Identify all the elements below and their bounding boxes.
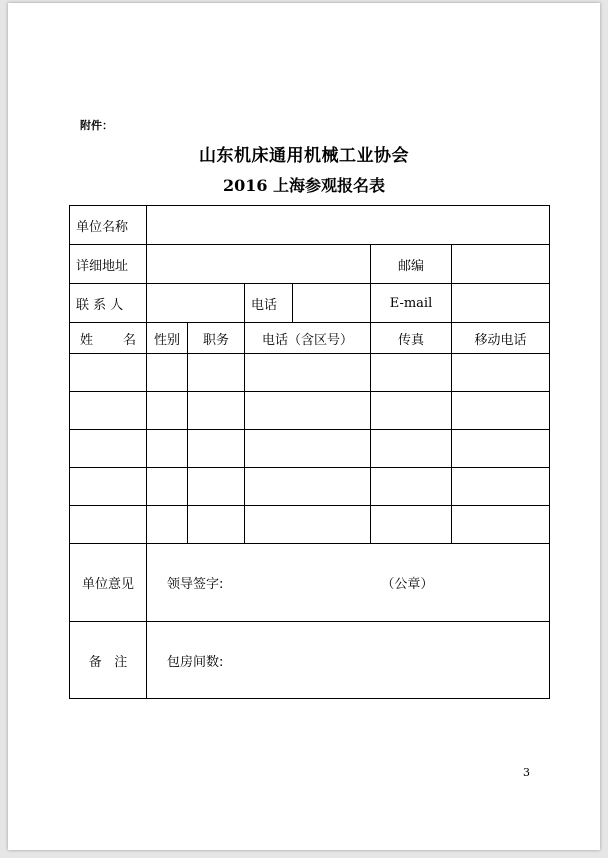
cell-phone[interactable] <box>245 430 371 468</box>
col-header-fax: 传真 <box>371 323 452 354</box>
cell-gender[interactable] <box>147 506 188 544</box>
cell-phone[interactable] <box>245 468 371 506</box>
cell-gender[interactable] <box>147 392 188 430</box>
leader-sign-label: 领导签字: <box>167 577 224 592</box>
page-number: 3 <box>523 766 530 779</box>
table-row <box>70 354 550 392</box>
cell-gender[interactable] <box>147 430 188 468</box>
address-label: 详细地址 <box>70 245 147 284</box>
opinion-label: 单位意见 <box>70 544 147 622</box>
cell-mobile[interactable] <box>452 430 550 468</box>
rooms-label: 包房间数: <box>167 654 224 670</box>
contact-label: 联 系 人 <box>70 284 147 323</box>
col-header-name <box>70 323 147 354</box>
cell-position[interactable] <box>188 354 245 392</box>
table-row <box>70 430 550 468</box>
cell-fax[interactable] <box>371 354 452 392</box>
table-row <box>70 392 550 430</box>
table-row <box>70 506 550 544</box>
cell-name[interactable] <box>70 392 147 430</box>
registration-form-table <box>69 205 550 699</box>
phone-label: 电话 <box>245 284 293 323</box>
address-field[interactable] <box>147 245 371 284</box>
postcode-label: 邮编 <box>371 245 452 284</box>
contact-field[interactable] <box>147 284 245 323</box>
cell-gender[interactable] <box>147 468 188 506</box>
cell-name[interactable] <box>70 354 147 392</box>
cell-position[interactable] <box>188 430 245 468</box>
cell-position[interactable] <box>188 506 245 544</box>
opinion-field[interactable] <box>147 544 550 622</box>
col-header-position: 职务 <box>188 323 245 354</box>
email-field[interactable] <box>452 284 550 323</box>
remarks-field[interactable] <box>147 622 550 699</box>
cell-mobile[interactable] <box>452 468 550 506</box>
phone-field[interactable] <box>293 284 371 323</box>
cell-fax[interactable] <box>371 468 452 506</box>
cell-position[interactable] <box>188 392 245 430</box>
col-header-gender: 性别 <box>147 323 188 354</box>
cell-mobile[interactable] <box>452 392 550 430</box>
cell-gender[interactable] <box>147 354 188 392</box>
cell-fax[interactable] <box>371 506 452 544</box>
cell-phone[interactable] <box>245 506 371 544</box>
document-subtitle: 2016 上海参观报名表 <box>222 176 386 195</box>
remarks-label: 备 注 <box>70 622 147 699</box>
col-header-name-right: 名 <box>122 332 136 348</box>
cell-fax[interactable] <box>371 392 452 430</box>
cell-phone[interactable] <box>245 392 371 430</box>
opinion-row <box>70 544 550 622</box>
document-title: 山东机床通用机械工业协会 <box>199 146 409 166</box>
cell-name[interactable] <box>70 430 147 468</box>
cell-fax[interactable] <box>371 430 452 468</box>
document-page <box>8 3 600 850</box>
col-header-name-left: 姓 <box>80 332 94 348</box>
col-header-mobile: 移动电话 <box>452 323 550 354</box>
unit-name-label: 单位名称 <box>70 206 147 245</box>
cell-mobile[interactable] <box>452 354 550 392</box>
column-header-row <box>70 323 550 354</box>
cell-name[interactable] <box>70 468 147 506</box>
cell-phone[interactable] <box>245 354 371 392</box>
table-row <box>70 468 550 506</box>
address-row <box>70 245 550 284</box>
unit-name-field[interactable] <box>147 206 550 245</box>
attachment-label: 附件： <box>80 119 113 132</box>
postcode-field[interactable] <box>452 245 550 284</box>
col-header-phone: 电话（含区号） <box>245 323 371 354</box>
contact-row <box>70 284 550 323</box>
email-label: E-mail <box>371 284 452 323</box>
cell-mobile[interactable] <box>452 506 550 544</box>
unit-name-row <box>70 206 550 245</box>
seal-label: （公章） <box>381 577 434 592</box>
cell-position[interactable] <box>188 468 245 506</box>
remarks-row <box>70 622 550 699</box>
cell-name[interactable] <box>70 506 147 544</box>
